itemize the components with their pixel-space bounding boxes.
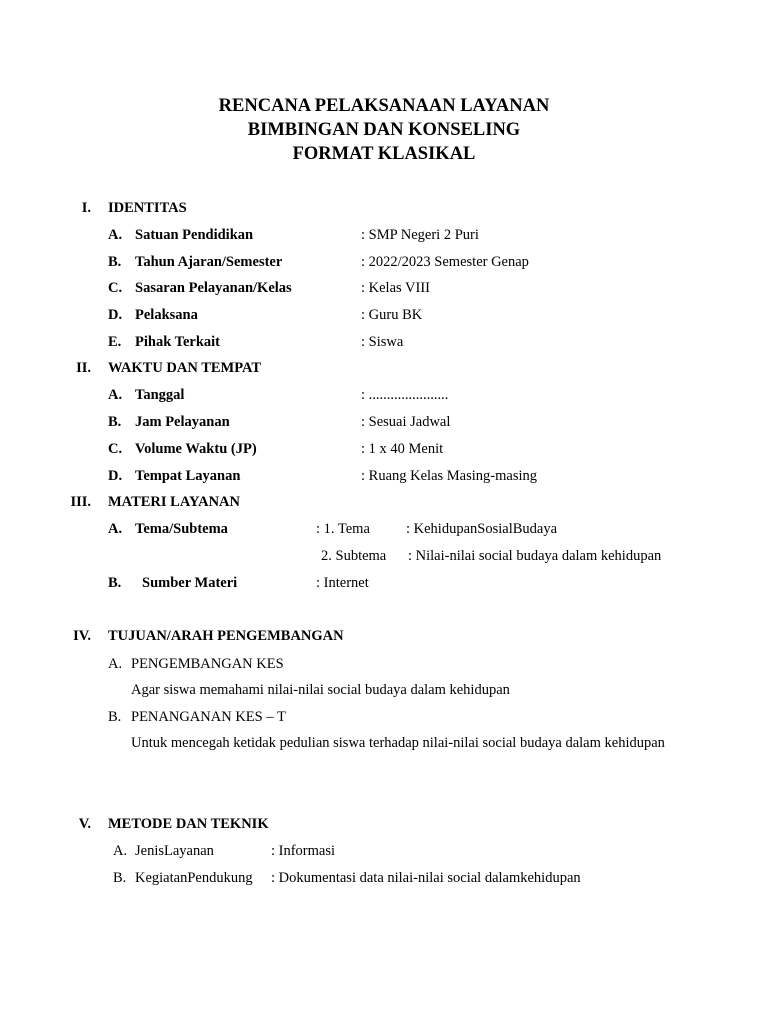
section-3-heading: MATERI LAYANAN: [108, 494, 241, 510]
item-letter: A.: [113, 843, 128, 859]
item-label: Tahun Ajaran/Semester: [135, 254, 283, 270]
tema-value-1: : KehidupanSosialBudaya: [406, 521, 558, 537]
item-letter: D.: [108, 468, 123, 484]
item-value: : Ruang Kelas Masing-masing: [361, 468, 537, 484]
section-1-heading: IDENTITAS: [108, 200, 187, 216]
item-value: : Guru BK: [361, 307, 423, 323]
item-value: : Siswa: [361, 334, 404, 350]
item-letter: B.: [108, 709, 122, 725]
document-title-line-3: FORMAT KLASIKAL: [292, 144, 476, 164]
section-4-heading: TUJUAN/ARAH PENGEMBANGAN: [108, 628, 344, 644]
section-2-heading: WAKTU DAN TEMPAT: [108, 360, 262, 376]
section-1-number: I.: [81, 200, 91, 216]
item-label: Satuan Pendidikan: [135, 227, 254, 243]
item-label: Sasaran Pelayanan/Kelas: [135, 280, 292, 296]
item-label: Tempat Layanan: [135, 468, 241, 484]
document-title-line-1: RENCANA PELAKSANAAN LAYANAN: [218, 96, 550, 116]
item-letter: E.: [108, 334, 122, 350]
item-label: Pihak Terkait: [135, 334, 221, 350]
document-title-line-2: BIMBINGAN DAN KONSELING: [247, 120, 521, 140]
section-5-number: V.: [78, 816, 91, 832]
item-label: Volume Waktu (JP): [135, 441, 257, 457]
item-label: Sumber Materi: [142, 575, 238, 591]
item-value: : Kelas VIII: [361, 280, 430, 296]
item-label: PENANGANAN KES – T: [131, 709, 286, 725]
item-value: : 1 x 40 Menit: [361, 441, 444, 457]
item-value: : ......................: [361, 387, 449, 403]
item-label: KegiatanPendukung: [135, 870, 253, 886]
item-value: : SMP Negeri 2 Puri: [361, 227, 479, 243]
item-value: : Dokumentasi data nilai-nilai social dalamkehidupan: [271, 870, 581, 886]
section-4-number: IV.: [73, 628, 91, 644]
tema-sub-1: : 1. Tema: [316, 521, 370, 537]
item-value: : Internet: [316, 575, 369, 591]
section-3-number: III.: [70, 494, 91, 510]
item-letter: B.: [108, 575, 122, 591]
item-label: PENGEMBANGAN KES: [131, 656, 284, 672]
section-2-number: II.: [76, 360, 91, 376]
item-letter: A.: [108, 656, 123, 672]
item-letter: B.: [113, 870, 127, 886]
item-label: Tema/Subtema: [135, 521, 228, 537]
tema-value-2: : Nilai-nilai social budaya dalam kehidupan: [408, 548, 662, 564]
item-value: : Sesuai Jadwal: [361, 414, 451, 430]
item-label: Jam Pelayanan: [135, 414, 230, 430]
section-5-heading: METODE DAN TEKNIK: [108, 816, 269, 832]
paragraph: Untuk mencegah ketidak pedulian siswa terhadap nilai-nilai social budaya dalam kehidupan: [131, 735, 665, 751]
item-letter: C.: [108, 441, 123, 457]
item-letter: A.: [108, 227, 123, 243]
item-letter: D.: [108, 307, 123, 323]
item-letter: B.: [108, 254, 122, 270]
item-letter: C.: [108, 280, 123, 296]
item-letter: A.: [108, 521, 123, 537]
item-label: Tanggal: [135, 387, 185, 403]
item-value: : Informasi: [271, 843, 336, 859]
paragraph: Agar siswa memahami nilai-nilai social budaya dalam kehidupan: [131, 682, 510, 698]
item-value: : 2022/2023 Semester Genap: [361, 254, 529, 270]
tema-sub-2: 2. Subtema: [321, 548, 387, 564]
item-label: JenisLayanan: [135, 843, 214, 859]
item-letter: B.: [108, 414, 122, 430]
item-letter: A.: [108, 387, 123, 403]
item-label: Pelaksana: [135, 307, 198, 323]
